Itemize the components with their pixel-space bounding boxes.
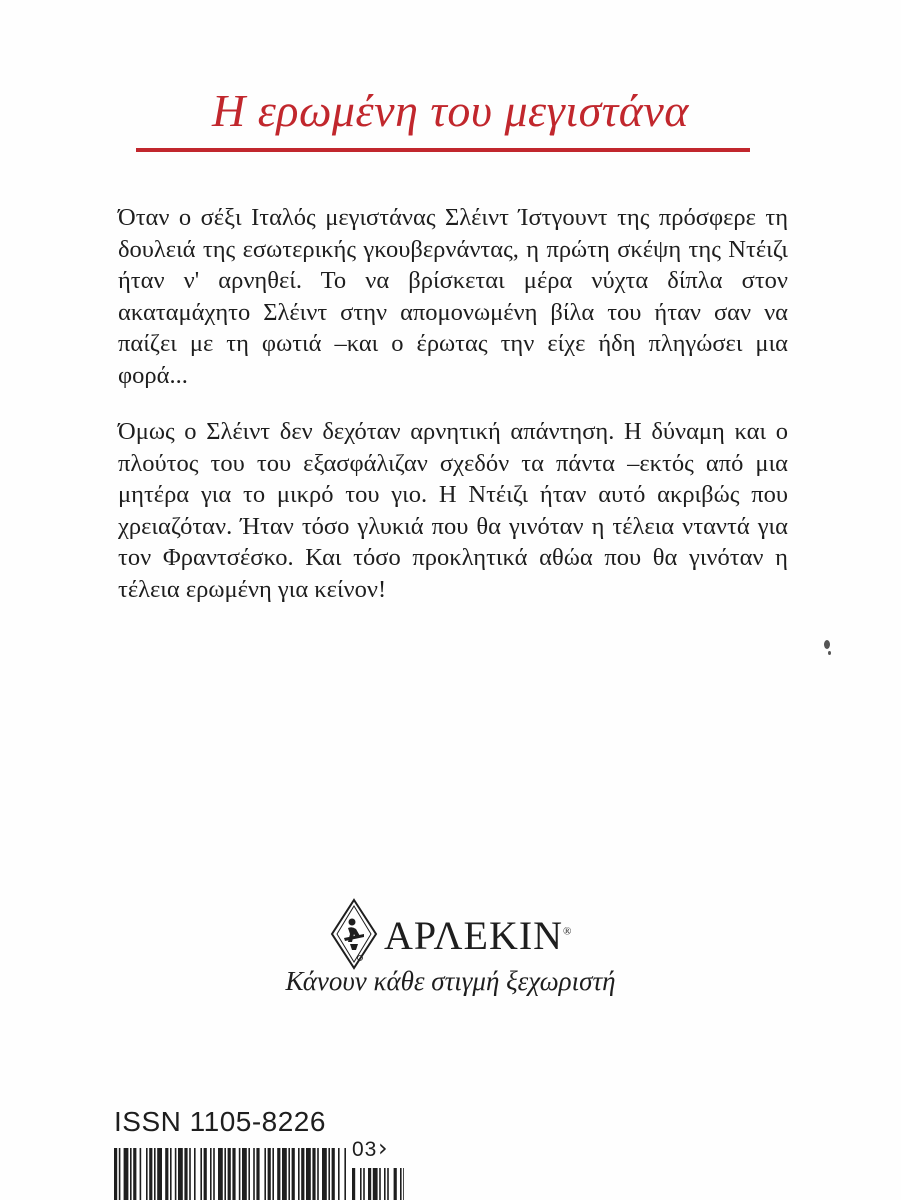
barcode-bar: [175, 1148, 177, 1200]
barcode-bar: [256, 1148, 259, 1200]
barcode-bar: [157, 1148, 162, 1200]
barcode-bar: [194, 1148, 196, 1200]
publisher-name: [384, 912, 572, 959]
barcode-bar: [282, 1148, 287, 1200]
barcode-bar: [210, 1148, 212, 1200]
barcode-bar: [170, 1148, 172, 1200]
barcode-bar: [338, 1148, 340, 1200]
print-speck: [824, 640, 830, 649]
title-underline: [136, 148, 750, 152]
barcode-bar: [344, 1148, 346, 1200]
barcode-bar: [154, 1148, 156, 1200]
barcode-bar: [114, 1148, 117, 1200]
print-speck: [828, 651, 831, 655]
barcode-addon-bar: [394, 1168, 397, 1200]
barcode-bar: [292, 1148, 295, 1200]
barcode-bar: [332, 1148, 335, 1200]
barcode-bar: [288, 1148, 290, 1200]
barcode-bar: [149, 1148, 152, 1200]
barcode-bar: [124, 1148, 129, 1200]
barcode-addon-bar: [368, 1168, 371, 1200]
publisher-tagline: Κάνουν κάθε στιγμή ξεχωριστή: [285, 966, 616, 996]
barcode-bar: [248, 1148, 250, 1200]
barcode-addon-bar: [403, 1168, 404, 1200]
barcode-bar: [165, 1148, 168, 1200]
barcode-addon-bar: [373, 1168, 378, 1200]
barcode-addon-bar: [352, 1168, 355, 1200]
barcode-bar: [264, 1148, 266, 1200]
barcode-addon-bar: [379, 1168, 381, 1200]
blurb-paragraph-2: Όμως ο Σλέιντ δεν δεχόταν αρνητική απάντηση. Η δύναμη και ο πλούτος του του εξασφάλιζαν σχεδόν τα πάντα –εκτός από μια μητέρα για το μικρό του γιο. Η Ντέιζι ήταν αυτό ακριβώς που χρειαζόταν. Ήταν τόσο γλυκιά που θα γινόταν η τέλεια νταντά για τον Φραντσέσκο. Και τόσο προκλητικά αθώα που θα γινόταν η τέλεια ερωμένη για κείνον!: [118, 418, 788, 603]
barcode-bar: [272, 1148, 274, 1200]
barcode-addon-bar: [363, 1168, 365, 1200]
barcode-bar: [178, 1148, 183, 1200]
barcode-bar: [146, 1148, 148, 1200]
barcode-bar: [119, 1148, 121, 1200]
barcode-bar: [224, 1148, 226, 1200]
barcode-bar: [328, 1148, 330, 1200]
barcode-bar: [218, 1148, 223, 1200]
barcode-addon-digits: 03: [352, 1138, 378, 1161]
barcode-bar: [133, 1148, 136, 1200]
barcode-addon-bar: [360, 1168, 362, 1200]
barcode-bar: [239, 1148, 241, 1200]
barcode-bar: [317, 1148, 319, 1200]
barcode-bar: [301, 1148, 304, 1200]
barcode-bar: [189, 1148, 191, 1200]
barcode-bar: [306, 1148, 311, 1200]
barcode-bar: [140, 1148, 142, 1200]
barcode-addon-bar: [384, 1168, 386, 1200]
harlequin-diamond-icon: [330, 898, 378, 970]
barcode-bar: [322, 1148, 327, 1200]
barcode-bar: [268, 1148, 271, 1200]
blurb-paragraph-1: Όταν ο σέξι Ιταλός μεγιστάνας Σλέιντ Ίστγουντ της πρόσφερε τη δουλειά της εσωτερικής γκουβερνάντας, η πρώτη σκέψη της Ντέιζι ήταν ν' αρνηθεί. Το να βρίσκεται μέρα νύχτα δίπλα στον ακαταμάχητο Σλέιντ στην απομονωμένη βίλα του ήταν σαν να παίζει με τη φωτιά –και ο έρωτας την είχε ήδη πληγώσει μια φορά...: [118, 204, 788, 389]
barcode-bar: [228, 1148, 231, 1200]
barcode-bar: [213, 1148, 215, 1200]
barcode-bar: [298, 1148, 300, 1200]
publisher-logo: [330, 898, 590, 970]
book-title: Η ερωμένη του μεγιστάνα: [212, 85, 689, 136]
barcode-bar: [204, 1148, 207, 1200]
barcode-bar: [232, 1148, 235, 1200]
issn-number: ISSN 1105-8226: [114, 1106, 326, 1137]
barcode-bar: [130, 1148, 132, 1200]
barcode-addon-bar: [400, 1168, 402, 1200]
barcode-bar: [312, 1148, 315, 1200]
barcode-addon-arrow: ›: [378, 1134, 388, 1162]
barcode-addon-bar: [387, 1168, 389, 1200]
barcode-bar: [242, 1148, 247, 1200]
registered-mark: ®: [563, 925, 573, 938]
barcode-bar: [277, 1148, 280, 1200]
barcode-bar: [184, 1148, 187, 1200]
barcode-bar: [200, 1148, 202, 1200]
publisher-name-text: ΑΡΛΕΚΙΝ: [384, 913, 564, 958]
barcode-bar: [253, 1148, 255, 1200]
